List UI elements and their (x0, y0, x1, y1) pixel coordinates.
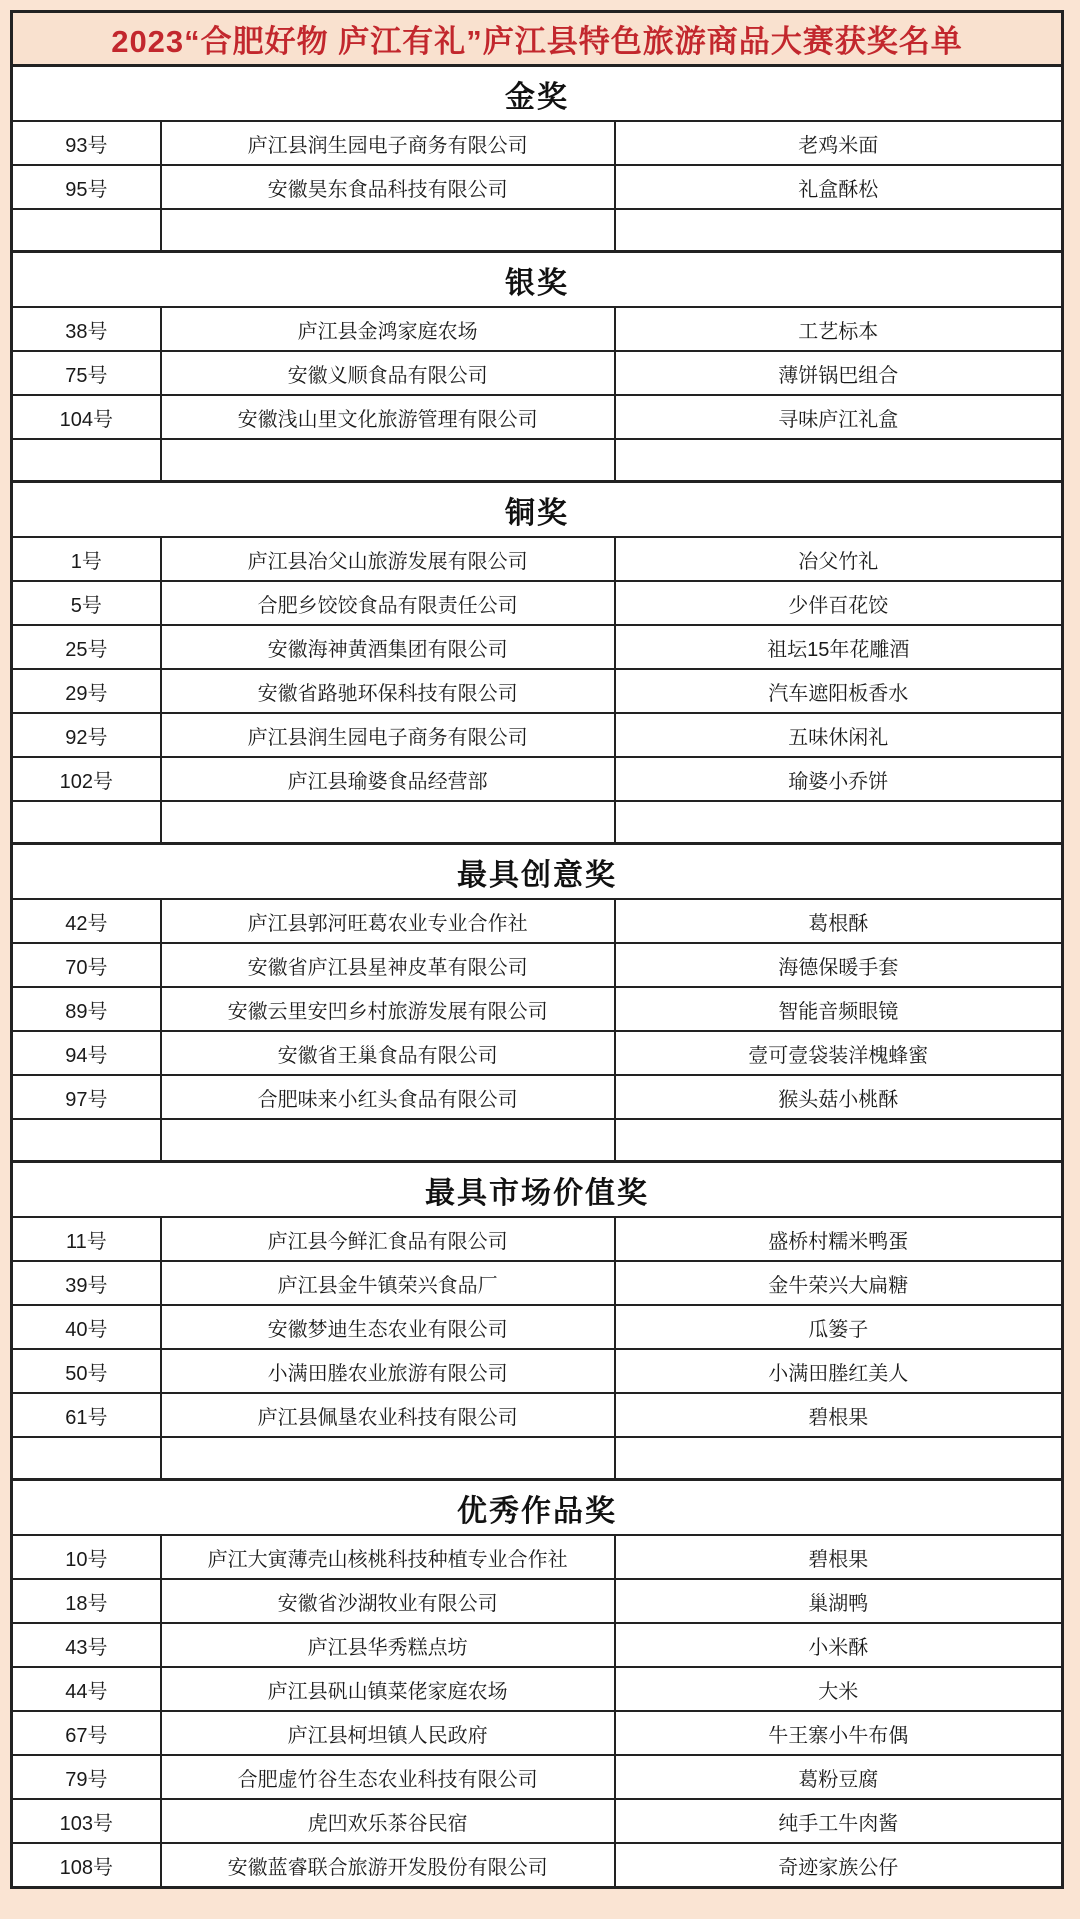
product-name: 薄饼锅巴组合 (614, 352, 1061, 394)
entry-number: 44号 (65, 1680, 108, 1703)
entry-number: 97号 (65, 1088, 108, 1111)
entry-number: 79号 (65, 1768, 108, 1791)
entry-number: 40号 (65, 1318, 108, 1341)
table-row (13, 1622, 1061, 1666)
empty-cell (13, 210, 160, 250)
empty-cell (160, 440, 614, 480)
table-row (13, 1074, 1061, 1118)
entry-number: 18号 (65, 1592, 108, 1615)
product-name: 碧根果 (614, 1536, 1061, 1578)
company-name: 庐江县瑜婆食品经营部 (160, 758, 614, 800)
table-row (13, 1578, 1061, 1622)
product-name: 大米 (614, 1668, 1061, 1710)
product-name: 冶父竹礼 (614, 538, 1061, 580)
empty-cell (160, 210, 614, 250)
company-name: 虎凹欢乐茶谷民宿 (160, 1800, 614, 1842)
entry-number: 61号 (65, 1406, 108, 1429)
table-row (13, 1304, 1061, 1348)
product-name: 小满田塍红美人 (614, 1350, 1061, 1392)
product-name: 葛根酥 (614, 900, 1061, 942)
company-name: 安徽浅山里文化旅游管理有限公司 (160, 396, 614, 438)
entry-number: 89号 (65, 1000, 108, 1023)
table-row (13, 756, 1061, 800)
company-name: 庐江县今鲜汇食品有限公司 (160, 1218, 614, 1260)
empty-cell (614, 1120, 1061, 1160)
table-row (13, 120, 1061, 164)
product-name: 祖坛15年花雕酒 (614, 626, 1061, 668)
product-name: 金牛荣兴大扁糖 (614, 1262, 1061, 1304)
table-row (13, 986, 1061, 1030)
table-row (13, 1260, 1061, 1304)
product-name: 汽车遮阳板香水 (614, 670, 1061, 712)
product-name: 葛粉豆腐 (614, 1756, 1061, 1798)
company-name: 庐江县柯坦镇人民政府 (160, 1712, 614, 1754)
table-row (13, 1534, 1061, 1578)
table-row (13, 1030, 1061, 1074)
page-title: 2023“合肥好物 庐江有礼”庐江县特色旅游商品大赛获奖名单 (13, 13, 1061, 64)
product-name: 少伴百花饺 (614, 582, 1061, 624)
company-name: 庐江县润生园电子商务有限公司 (160, 714, 614, 756)
entry-number: 42号 (65, 912, 108, 935)
company-name: 合肥乡饺饺食品有限责任公司 (160, 582, 614, 624)
table-row (13, 394, 1061, 438)
product-name: 礼盒酥松 (614, 166, 1061, 208)
company-name: 安徽义顺食品有限公司 (160, 352, 614, 394)
company-name: 安徽梦迪生态农业有限公司 (160, 1306, 614, 1348)
empty-row (13, 800, 1061, 842)
table-row (13, 1710, 1061, 1754)
product-name: 五味休闲礼 (614, 714, 1061, 756)
empty-row (13, 1118, 1061, 1160)
table-row (13, 898, 1061, 942)
product-name: 碧根果 (614, 1394, 1061, 1436)
award-sections (13, 64, 1061, 1886)
product-name: 猴头菇小桃酥 (614, 1076, 1061, 1118)
product-name: 牛王寨小牛布偶 (614, 1712, 1061, 1754)
entry-number: 104号 (59, 408, 114, 431)
entry-number: 38号 (65, 320, 108, 343)
product-name: 老鸡米面 (614, 122, 1061, 164)
product-name: 奇迹家族公仔 (614, 1844, 1061, 1886)
table-row (13, 1798, 1061, 1842)
product-name: 纯手工牛肉酱 (614, 1800, 1061, 1842)
entry-number: 1号 (70, 550, 102, 573)
product-name: 盛桥村糯米鸭蛋 (614, 1218, 1061, 1260)
entry-number: 75号 (65, 364, 108, 387)
entry-number: 25号 (65, 638, 108, 661)
section-header: 银奖 (13, 250, 1061, 306)
company-name: 安徽昊东食品科技有限公司 (160, 166, 614, 208)
company-name: 庐江县润生园电子商务有限公司 (160, 122, 614, 164)
table-row (13, 1348, 1061, 1392)
entry-number: 93号 (65, 134, 108, 157)
empty-row (13, 438, 1061, 480)
entry-number: 103号 (59, 1812, 114, 1835)
product-name: 瑜婆小乔饼 (614, 758, 1061, 800)
section-header: 优秀作品奖 (13, 1478, 1061, 1534)
table-row (13, 1216, 1061, 1260)
company-name: 合肥虚竹谷生态农业科技有限公司 (160, 1756, 614, 1798)
table-row (13, 624, 1061, 668)
empty-cell (13, 802, 160, 842)
section-header: 最具市场价值奖 (13, 1160, 1061, 1216)
empty-cell (160, 802, 614, 842)
entry-number: 94号 (65, 1044, 108, 1067)
entry-number: 108号 (59, 1856, 114, 1879)
company-name: 小满田塍农业旅游有限公司 (160, 1350, 614, 1392)
table-row (13, 712, 1061, 756)
company-name: 安徽蓝睿联合旅游开发股份有限公司 (160, 1844, 614, 1886)
company-name: 安徽省庐江县星神皮革有限公司 (160, 944, 614, 986)
empty-row (13, 1436, 1061, 1478)
entry-number: 39号 (65, 1274, 108, 1297)
company-name: 安徽省沙湖牧业有限公司 (160, 1580, 614, 1622)
company-name: 庐江县郭河旺葛农业专业合作社 (160, 900, 614, 942)
company-name: 庐江县矾山镇菜佬家庭农场 (160, 1668, 614, 1710)
empty-cell (160, 1120, 614, 1160)
entry-number: 43号 (65, 1636, 108, 1659)
entry-number: 5号 (70, 594, 102, 617)
section-header: 铜奖 (13, 480, 1061, 536)
product-name: 小米酥 (614, 1624, 1061, 1666)
award-table (10, 10, 1064, 1889)
entry-number: 50号 (65, 1362, 108, 1385)
table-row (13, 164, 1061, 208)
entry-number: 92号 (65, 726, 108, 749)
table-row (13, 1754, 1061, 1798)
product-name: 瓜篓子 (614, 1306, 1061, 1348)
empty-cell (160, 1438, 614, 1478)
table-row (13, 1392, 1061, 1436)
company-name: 庐江县金鸿家庭农场 (160, 308, 614, 350)
table-row (13, 1842, 1061, 1886)
entry-number: 102号 (59, 770, 114, 793)
company-name: 庐江县佩垦农业科技有限公司 (160, 1394, 614, 1436)
product-name: 海德保暖手套 (614, 944, 1061, 986)
company-name: 庐江县冶父山旅游发展有限公司 (160, 538, 614, 580)
empty-cell (614, 210, 1061, 250)
product-name: 智能音频眼镜 (614, 988, 1061, 1030)
company-name: 安徽云里安凹乡村旅游发展有限公司 (160, 988, 614, 1030)
empty-cell (13, 440, 160, 480)
company-name: 安徽海神黄酒集团有限公司 (160, 626, 614, 668)
table-row (13, 580, 1061, 624)
company-name: 庐江县华秀糕点坊 (160, 1624, 614, 1666)
product-name: 寻味庐江礼盒 (614, 396, 1061, 438)
table-row (13, 668, 1061, 712)
empty-cell (614, 802, 1061, 842)
section-header: 金奖 (13, 64, 1061, 120)
company-name: 安徽省王巢食品有限公司 (160, 1032, 614, 1074)
empty-cell (614, 1438, 1061, 1478)
empty-cell (614, 440, 1061, 480)
product-name: 工艺标本 (614, 308, 1061, 350)
table-row (13, 306, 1061, 350)
table-row (13, 1666, 1061, 1710)
product-name: 巢湖鸭 (614, 1580, 1061, 1622)
company-name: 庐江大寅薄壳山核桃科技种植专业合作社 (160, 1536, 614, 1578)
entry-number: 70号 (65, 956, 108, 979)
empty-cell (13, 1120, 160, 1160)
company-name: 庐江县金牛镇荣兴食品厂 (160, 1262, 614, 1304)
entry-number: 29号 (65, 682, 108, 705)
empty-cell (13, 1438, 160, 1478)
entry-number: 67号 (65, 1724, 108, 1747)
entry-number: 11号 (65, 1230, 107, 1253)
company-name: 合肥味来小红头食品有限公司 (160, 1076, 614, 1118)
table-row (13, 350, 1061, 394)
entry-number: 10号 (65, 1548, 108, 1571)
product-name: 壹可壹袋装洋槐蜂蜜 (614, 1032, 1061, 1074)
table-row (13, 536, 1061, 580)
company-name: 安徽省路驰环保科技有限公司 (160, 670, 614, 712)
table-row (13, 942, 1061, 986)
empty-row (13, 208, 1061, 250)
entry-number: 95号 (65, 178, 108, 201)
section-header: 最具创意奖 (13, 842, 1061, 898)
